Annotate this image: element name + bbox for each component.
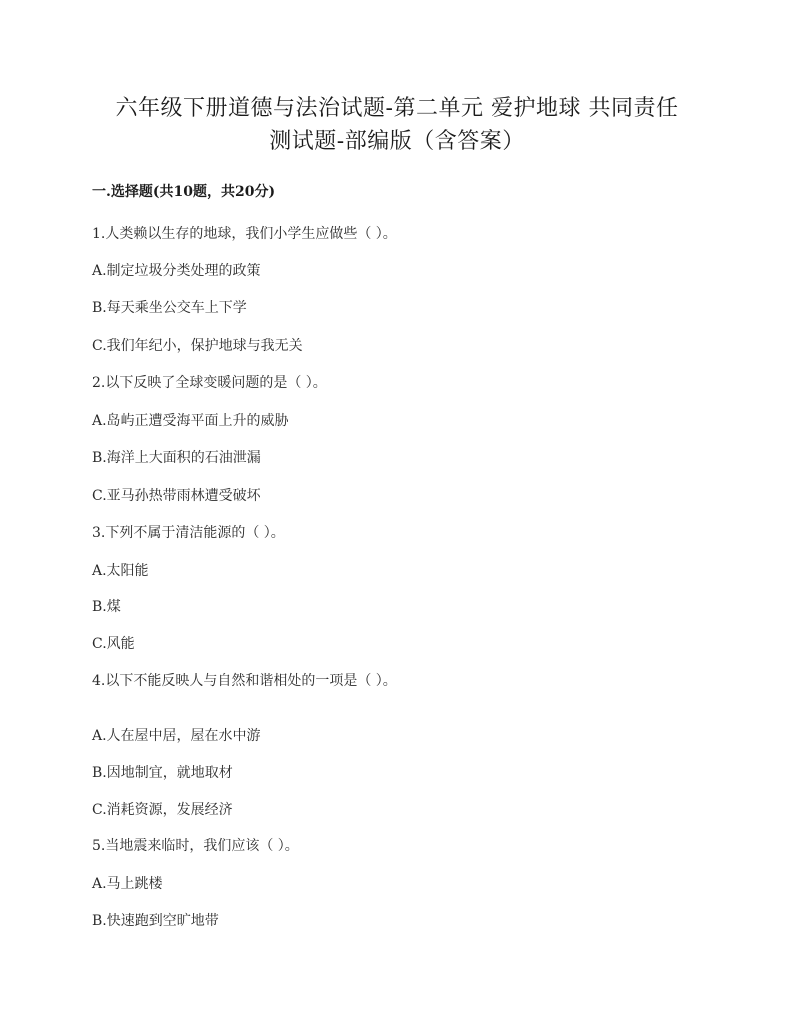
section-heading: 一.选择题(共10题，共20分): [92, 184, 276, 200]
question-5-stem: 5.当地震来临时，我们应该（ ）。: [92, 838, 299, 854]
question-4-option-b: B.因地制宜，就地取材: [92, 765, 233, 781]
question-4-option-c: C.消耗资源，发展经济: [92, 802, 233, 818]
question-3-option-c: C.风能: [92, 636, 135, 652]
question-4-stem: 4.以下不能反映人与自然和谐相处的一项是（ ）。: [92, 673, 397, 689]
question-4-option-a: A.人在屋中居，屋在水中游: [92, 728, 261, 744]
question-5-option-a: A.马上跳楼: [92, 876, 163, 892]
question-1-option-a: A.制定垃圾分类处理的政策: [92, 263, 261, 279]
document-title-line-1: 六年级下册道德与法治试题-第二单元 爱护地球 共同责任: [115, 96, 679, 121]
question-3-option-b: B.煤: [92, 599, 121, 615]
question-2-option-a: A.岛屿正遭受海平面上升的威胁: [92, 413, 289, 429]
question-1-option-b: B.每天乘坐公交车上下学: [92, 300, 247, 316]
question-3-option-a: A.太阳能: [92, 563, 149, 579]
question-1-option-c: C.我们年纪小，保护地球与我无关: [92, 338, 303, 354]
question-2-option-b: B.海洋上大面积的石油泄漏: [92, 450, 261, 466]
document-title-line-2: 测试题-部编版（含答案）: [269, 129, 525, 154]
question-3-stem: 3.下列不属于清洁能源的（ ）。: [92, 525, 285, 541]
question-2-stem: 2.以下反映了全球变暖问题的是（ ）。: [92, 375, 327, 391]
question-5-option-b: B.快速跑到空旷地带: [92, 913, 219, 929]
question-2-option-c: C.亚马孙热带雨林遭受破坏: [92, 488, 261, 504]
question-1-stem: 1.人类赖以生存的地球，我们小学生应做些（ ）。: [92, 226, 397, 242]
